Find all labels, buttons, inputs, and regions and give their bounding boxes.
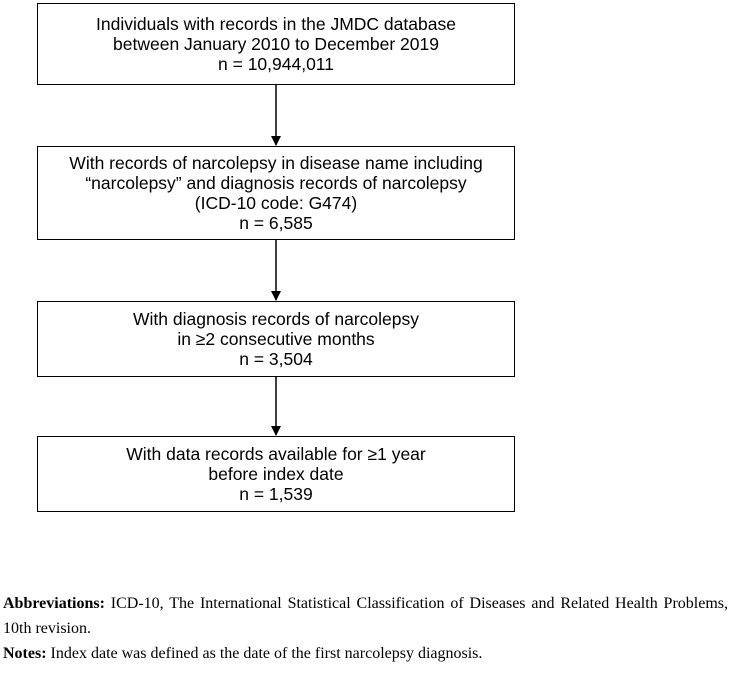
footnotes (3, 591, 728, 666)
box-2-line-2: “narcolepsy” and diagnosis records of narcolepsy (85, 173, 467, 193)
flow-box-consecutive-months (37, 301, 515, 377)
box-2-line-3: (ICD-10 code: G474) (194, 193, 358, 213)
abbreviations-text: ICD-10, The International Statistical Classification of Diseases and Related Health Problems, 10th revision. (3, 595, 728, 637)
flow-box-data-available (37, 436, 515, 512)
flow-box-all-individuals (37, 3, 515, 85)
notes-text: Index date was defined as the date of the first narcolepsy diagnosis. (46, 645, 483, 662)
abbreviations-note (3, 591, 728, 641)
box-3-line-2: in ≥2 consecutive months (177, 329, 375, 349)
box-1-line-1: Individuals with records in the JMDC database (96, 14, 456, 34)
box-3-count: n = 3,504 (239, 349, 313, 369)
box-4-line-1: With data records available for ≥1 year (126, 444, 426, 464)
box-2-count: n = 6,585 (239, 213, 313, 233)
abbreviations-label: Abbreviations: (3, 595, 105, 612)
flow-box-narcolepsy-records (37, 146, 515, 240)
box-4-count: n = 1,539 (239, 484, 313, 504)
box-1-line-2: between January 2010 to December 2019 (113, 34, 439, 54)
box-1-count: n = 10,944,011 (218, 54, 334, 74)
box-2-line-1: With records of narcolepsy in disease name including (69, 153, 483, 173)
box-4-line-2: before index date (208, 464, 344, 484)
notes-label: Notes: (3, 645, 47, 662)
box-3-line-1: With diagnosis records of narcolepsy (133, 309, 419, 329)
notes-note (3, 641, 728, 666)
